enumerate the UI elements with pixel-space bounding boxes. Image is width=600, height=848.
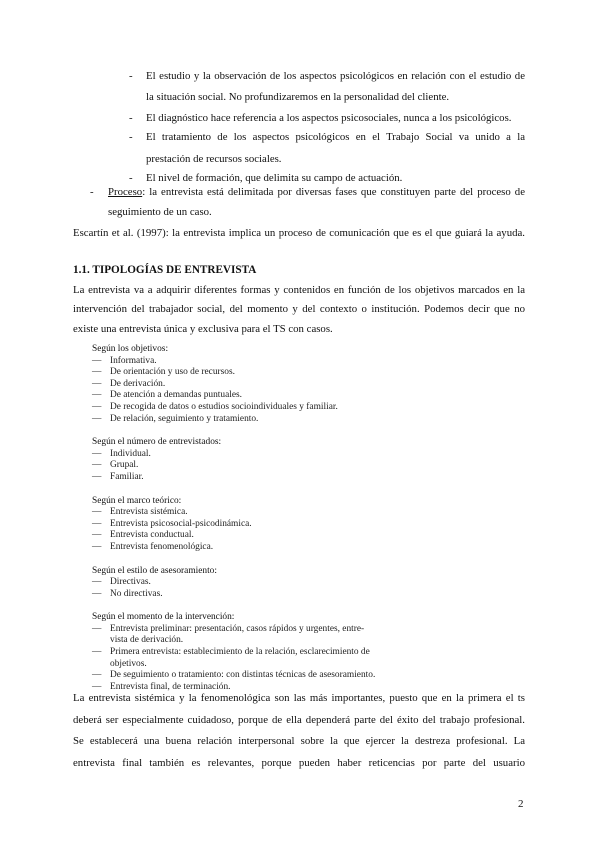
typology-item-text: Entrevista psicosocial-psicodinámica. xyxy=(110,518,252,529)
typology-group-heading: Según el momento de la intervención: xyxy=(92,612,235,623)
typology-figure xyxy=(92,344,375,693)
typology-item-text: De derivación. xyxy=(110,378,166,389)
typology-item-dash: — xyxy=(92,647,102,658)
typology-item xyxy=(92,530,375,542)
typology-item-text: De recogida de datos o estudios socioindividuales y familiar. xyxy=(110,401,338,412)
typology-group xyxy=(92,496,375,554)
intro-line-3: existe una entrevista única y exclusiva para el TS con casos. xyxy=(73,323,333,335)
typology-item-text: De atención a demandas puntuales. xyxy=(110,390,242,401)
typology-item xyxy=(92,402,375,414)
proceso-term: Proceso xyxy=(108,186,143,198)
typology-item-dash: — xyxy=(92,530,102,541)
typology-item-dash: — xyxy=(92,577,102,588)
closing-line-2: deberá ser especialmente cuidadoso, porque de ella dependerá parte del éxito del trabajo profesional. xyxy=(73,714,525,726)
typology-item-dash: — xyxy=(92,623,102,634)
typology-item xyxy=(92,379,375,391)
typology-item-text: Entrevista final, de terminación. xyxy=(110,681,231,692)
typology-item-text: De orientación y uso de recursos. xyxy=(110,367,235,378)
typology-item xyxy=(92,507,375,519)
intro-line-1: La entrevista va a adquirir diferentes formas y contenidos en función de los objetivos marcados en la xyxy=(73,284,525,296)
sub-bullet-line: El estudio y la observación de los aspectos psicológicos en relación con el estudio de xyxy=(146,70,525,82)
typology-item-dash: — xyxy=(92,471,102,482)
typology-item-dash: — xyxy=(92,541,102,552)
typology-item-dash: — xyxy=(92,355,102,366)
page-number: 2 xyxy=(518,798,524,810)
typology-item-dash: — xyxy=(92,401,102,412)
typology-item xyxy=(92,542,375,554)
typology-item-dash: — xyxy=(92,367,102,378)
typology-item-dash: — xyxy=(92,681,102,692)
typology-group-heading: Según los objetivos: xyxy=(92,344,169,354)
typology-item-text: Directivas. xyxy=(110,577,151,588)
escartin-paragraph: Escartín et al. (1997): la entrevista implica un proceso de comunicación que es el que guiará la ayuda. xyxy=(73,227,525,239)
sub-bullet-line: El nivel de formación, que delimita su campo de actuación. xyxy=(146,172,403,184)
typology-item-dash: — xyxy=(92,448,102,459)
proceso-text: : la entrevista está delimitada por diversas fases que constituyen parte del proceso de xyxy=(142,186,525,198)
section-title: 1.1. TIPOLOGÍAS DE ENTREVISTA xyxy=(73,264,257,276)
typology-item xyxy=(92,647,375,659)
typology-group xyxy=(92,612,375,693)
closing-line-3: Se establecerá una buena relación interpersonal sobre la que ejercer la destreza profesional. La xyxy=(73,735,525,747)
intro-line-2: intervención del trabajador social, del momento y del contexto o institución. Podemos decir que no xyxy=(73,303,525,315)
typology-item-dash: — xyxy=(92,588,102,599)
sub-bullet-dash: - xyxy=(129,172,133,184)
typology-item-text: Primera entrevista: establecimiento de la relación, esclarecimiento de xyxy=(110,647,370,658)
typology-item xyxy=(92,460,375,472)
sub-bullet-dash: - xyxy=(129,70,133,82)
typology-group xyxy=(92,566,375,601)
sub-bullet-line: El tratamiento de los aspectos psicológicos en el Trabajo Social va unido a la xyxy=(146,131,525,143)
sub-bullet-line: prestación de recursos sociales. xyxy=(146,153,282,165)
typology-item-text: Entrevista sistémica. xyxy=(110,507,188,518)
typology-item-dash: — xyxy=(92,460,102,471)
typology-item xyxy=(92,577,375,589)
typology-item xyxy=(92,390,375,402)
typology-item xyxy=(92,624,375,636)
sub-bullet-dash: - xyxy=(129,112,133,124)
typology-group xyxy=(92,344,375,425)
typology-item-text: Familiar. xyxy=(110,471,144,482)
typology-item xyxy=(92,367,375,379)
typology-item-text: vista de derivación. xyxy=(110,635,184,646)
typology-item xyxy=(92,589,375,601)
typology-item-text: Informativa. xyxy=(110,355,157,366)
typology-item-text: De relación, seguimiento y tratamiento. xyxy=(110,413,259,424)
sub-bullet-line: El diagnóstico hace referencia a los aspectos psicosociales, nunca a los psicológicos. xyxy=(146,112,512,124)
typology-item-text: De seguimiento o tratamiento: con distintas técnicas de asesoramiento. xyxy=(110,670,376,681)
typology-item xyxy=(92,635,375,647)
typology-item xyxy=(92,519,375,531)
typology-item-dash: — xyxy=(92,670,102,681)
typology-item-text: Entrevista preliminar: presentación, casos rápidos y urgentes, entre- xyxy=(110,623,365,634)
typology-item-text: Grupal. xyxy=(110,460,139,471)
typology-item xyxy=(92,670,375,682)
sub-bullet-dash: - xyxy=(129,131,133,143)
typology-item-text: Individual. xyxy=(110,448,151,459)
typology-item-dash: — xyxy=(92,390,102,401)
typology-item-text: No directivas. xyxy=(110,588,163,599)
typology-item xyxy=(92,449,375,461)
typology-group-heading: Según el estilo de asesoramiento: xyxy=(92,565,217,576)
typology-item-text: Entrevista conductual. xyxy=(110,530,194,541)
typology-item-dash: — xyxy=(92,507,102,518)
typology-group-heading: Según el marco teórico: xyxy=(92,495,182,506)
typology-item-dash: — xyxy=(92,378,102,389)
proceso-line-1 xyxy=(108,185,525,200)
typology-item-dash: — xyxy=(92,413,102,424)
closing-line-4: entrevista final también es relevantes, porque pueden haber reticencias por parte del usuario xyxy=(73,757,525,769)
typology-item-text: objetivos. xyxy=(110,658,147,669)
proceso-dash: - xyxy=(90,186,94,198)
typology-item xyxy=(92,659,375,671)
typology-item-text: Entrevista fenomenológica. xyxy=(110,541,214,552)
proceso-line-2: seguimiento de un caso. xyxy=(108,206,212,218)
typology-group xyxy=(92,437,375,483)
typology-item xyxy=(92,414,375,426)
closing-line-1: La entrevista sistémica y la fenomenológica son las más importantes, puesto que en la primera el ts xyxy=(73,692,525,704)
typology-group-heading: Según el número de entrevistados: xyxy=(92,437,222,448)
typology-item xyxy=(92,472,375,484)
sub-bullet-line: la situación social. No profundizaremos en la personalidad del cliente. xyxy=(146,91,450,103)
typology-item-dash: — xyxy=(92,518,102,529)
typology-item xyxy=(92,356,375,368)
